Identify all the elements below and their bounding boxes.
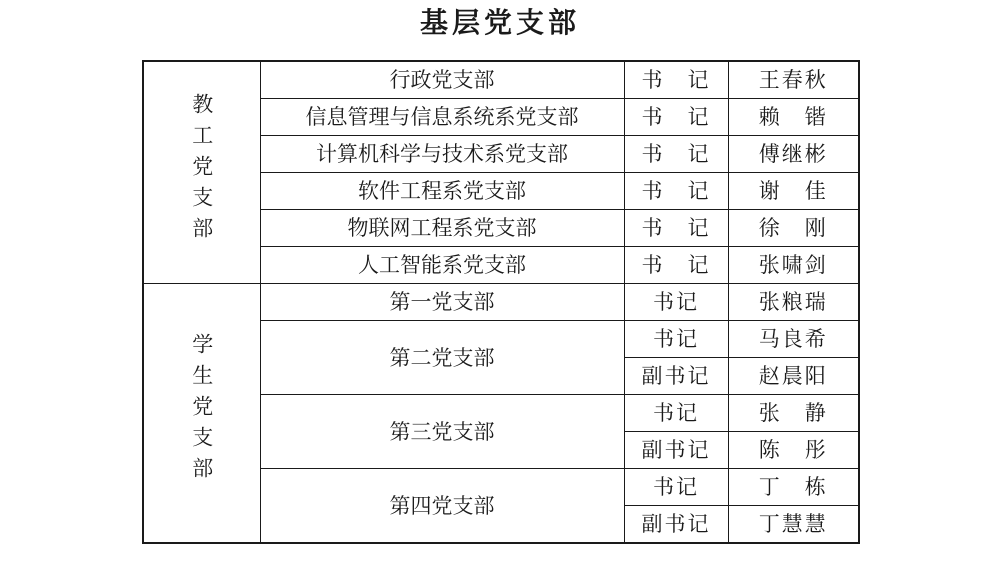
officer-name: 丁 栋	[728, 469, 859, 506]
officer-role: 书 记	[624, 173, 728, 210]
officer-name: 张啸剑	[728, 247, 859, 284]
officer-role: 书 记	[624, 136, 728, 173]
officer-role: 书 记	[624, 247, 728, 284]
branch-name: 人工智能系党支部	[260, 247, 624, 284]
branch-name: 计算机科学与技术系党支部	[260, 136, 624, 173]
branch-name: 第二党支部	[260, 321, 624, 395]
officer-name: 谢 佳	[728, 173, 859, 210]
officer-name: 陈 彤	[728, 432, 859, 469]
officer-role: 副书记	[624, 432, 728, 469]
officer-name: 赵晨阳	[728, 358, 859, 395]
group-label: 学生党支部	[189, 333, 214, 488]
party-branch-table	[142, 60, 860, 544]
officer-name: 傅继彬	[728, 136, 859, 173]
officer-role: 书 记	[624, 61, 728, 99]
branch-name: 软件工程系党支部	[260, 173, 624, 210]
officer-name: 徐 刚	[728, 210, 859, 247]
page-title: 基层党支部	[419, 6, 580, 39]
officer-name: 张粮瑞	[728, 284, 859, 321]
table-row	[143, 61, 859, 99]
officer-role: 书记	[624, 321, 728, 358]
officer-name: 丁慧慧	[728, 506, 859, 544]
officer-name: 张 静	[728, 395, 859, 432]
officer-name: 王春秋	[728, 61, 859, 99]
officer-role: 书 记	[624, 99, 728, 136]
officer-role: 书记	[624, 469, 728, 506]
officer-role: 副书记	[624, 358, 728, 395]
officer-name: 赖 锴	[728, 99, 859, 136]
officer-role: 副书记	[624, 506, 728, 544]
group-cell-faculty	[143, 61, 260, 284]
branch-name: 第四党支部	[260, 469, 624, 544]
officer-role: 书记	[624, 284, 728, 321]
branch-name: 物联网工程系党支部	[260, 210, 624, 247]
table-row	[143, 284, 859, 321]
group-cell-student	[143, 284, 260, 544]
officer-role: 书 记	[624, 210, 728, 247]
officer-name: 马良希	[728, 321, 859, 358]
branch-name: 第三党支部	[260, 395, 624, 469]
branch-name: 行政党支部	[260, 61, 624, 99]
branch-name: 第一党支部	[260, 284, 624, 321]
officer-role: 书记	[624, 395, 728, 432]
branch-name: 信息管理与信息系统系党支部	[260, 99, 624, 136]
group-label: 教工党支部	[189, 92, 214, 248]
